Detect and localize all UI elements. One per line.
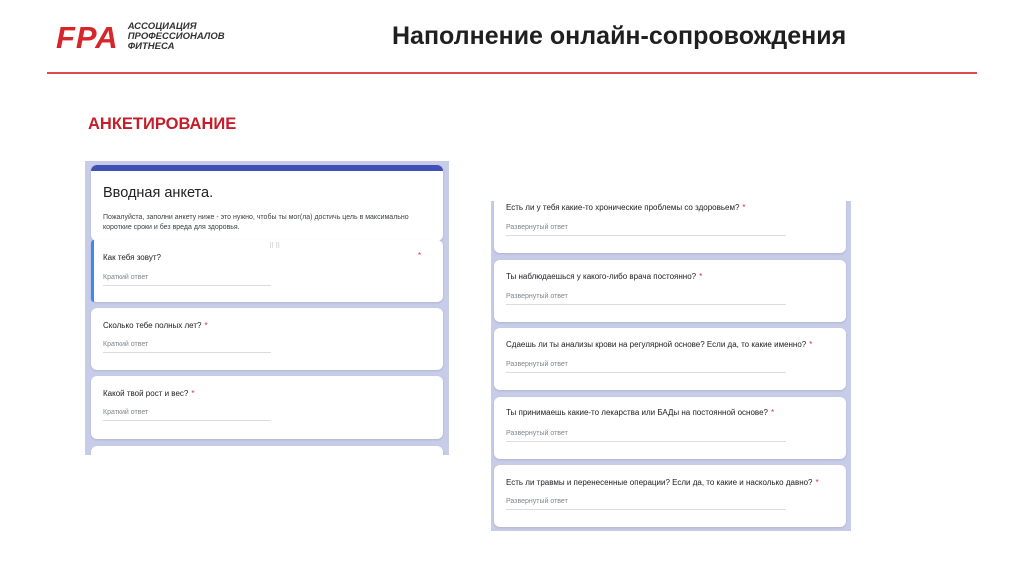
- answer-underline: [103, 352, 271, 353]
- question-label: Сдаешь ли ты анализы крови на регулярной основе? Если да, то какие именно? *: [506, 340, 813, 349]
- answer-underline: [103, 285, 271, 286]
- question-card[interactable]: [91, 376, 443, 439]
- answer-underline: [506, 509, 786, 510]
- question-card[interactable]: [494, 328, 846, 390]
- logo-mark: FPA: [56, 19, 119, 55]
- question-card-partial: [91, 446, 443, 455]
- fpa-logo: [56, 20, 225, 54]
- question-card[interactable]: [494, 201, 846, 253]
- paragraph-answer-input[interactable]: Развернутый ответ: [506, 293, 568, 300]
- question-label: Есть ли у тебя какие-то хронические проблемы со здоровьем? *: [506, 203, 746, 212]
- short-answer-input[interactable]: Краткий ответ: [103, 409, 149, 416]
- question-label: Ты принимаешь какие-то лекарства или БАДы на постоянной основе? *: [506, 408, 775, 417]
- question-card[interactable]: [494, 260, 846, 322]
- paragraph-answer-input[interactable]: Развернутый ответ: [506, 224, 568, 231]
- answer-underline: [506, 304, 786, 305]
- answer-underline: [506, 441, 786, 442]
- short-answer-input[interactable]: Краткий ответ: [103, 274, 149, 281]
- short-answer-input[interactable]: Краткий ответ: [103, 341, 149, 348]
- question-label: Есть ли травмы и перенесенные операции? Если да, то какие и насколько давно? *: [506, 478, 819, 487]
- required-mark: *: [742, 203, 746, 212]
- header-divider: [47, 72, 977, 74]
- paragraph-answer-input[interactable]: Развернутый ответ: [506, 430, 568, 437]
- question-label: Как тебя зовут?: [103, 253, 161, 262]
- form-panel-left: [85, 161, 449, 455]
- section-title: АНКЕТИРОВАНИЕ: [88, 115, 237, 133]
- logo-caption-line: ПРОФЕССИОНАЛОВ: [127, 31, 225, 42]
- question-card[interactable]: [494, 397, 846, 459]
- required-mark: *: [809, 340, 813, 349]
- paragraph-answer-input[interactable]: Развернутый ответ: [506, 498, 568, 505]
- question-label: Ты наблюдаешься у какого-либо врача постоянно? *: [506, 272, 703, 281]
- required-mark: *: [815, 478, 819, 487]
- question-card[interactable]: [91, 240, 443, 302]
- required-mark: *: [418, 251, 422, 260]
- question-card[interactable]: [494, 465, 846, 527]
- form-description: Пожалуйста, заполни анкету ниже - это нужно, чтобы ты мог(ла) достичь цель в максимально короткие сроки и без вреда для здоровья.: [103, 214, 409, 231]
- slide-title: Наполнение онлайн-сопровождения: [392, 22, 847, 50]
- required-mark: *: [699, 272, 703, 281]
- required-mark: *: [191, 389, 195, 398]
- form-header-card: [91, 165, 443, 241]
- question-label: Сколько тебе полных лет? *: [103, 321, 208, 330]
- required-mark: *: [770, 408, 775, 417]
- logo-caption-line: ФИТНЕСА: [127, 41, 175, 52]
- paragraph-answer-input[interactable]: Развернутый ответ: [506, 361, 568, 368]
- question-label: Какой твой рост и вес? *: [103, 389, 195, 398]
- question-card[interactable]: [91, 308, 443, 370]
- logo-caption: [128, 22, 225, 52]
- drag-handle-icon[interactable]: ⠿⠿: [269, 243, 282, 250]
- form-title: Вводная анкета.: [103, 185, 214, 201]
- logo-caption-line: АССОЦИАЦИЯ: [127, 21, 197, 32]
- answer-underline: [103, 420, 271, 421]
- answer-underline: [506, 235, 786, 236]
- active-question-indicator: [91, 240, 94, 302]
- form-panel-right: [491, 201, 851, 531]
- required-mark: *: [204, 321, 208, 330]
- answer-underline: [506, 372, 786, 373]
